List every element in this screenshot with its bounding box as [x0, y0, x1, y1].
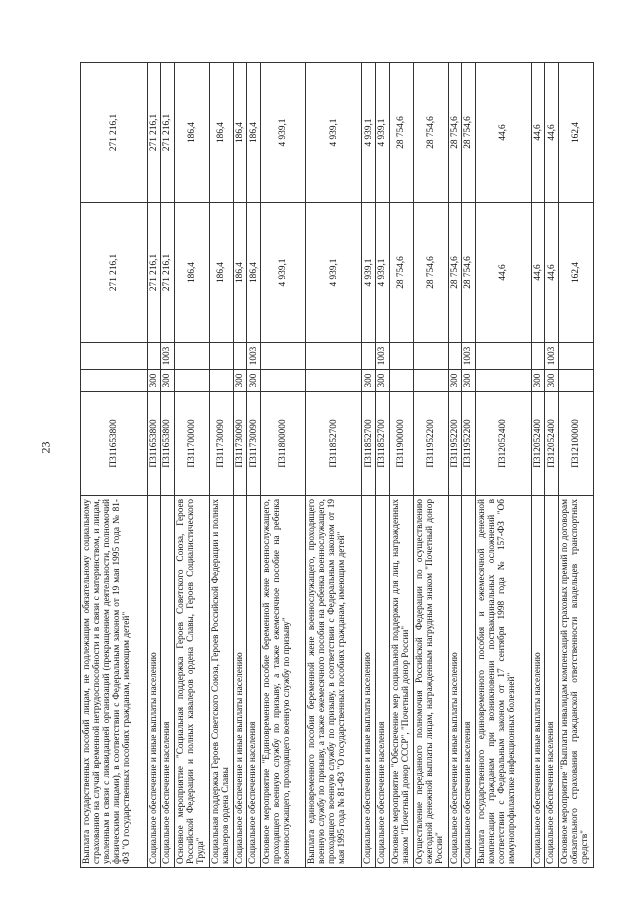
row-csr-cell: П311653800 — [81, 392, 148, 496]
row-sum1-cell: 44,6 — [545, 203, 559, 343]
table-row — [558, 63, 593, 868]
row-sum1-cell: 4 939,1 — [362, 203, 376, 343]
row-rz-cell: 1003 — [161, 343, 175, 370]
row-rz-cell: 1003 — [545, 343, 559, 370]
row-vr-cell — [413, 370, 448, 392]
row-rz-cell: 1003 — [247, 343, 261, 370]
row-sum2-cell: 4 939,1 — [375, 63, 389, 203]
row-sum1-cell: 28 754,6 — [448, 203, 462, 343]
row-sum1-cell: 271 216,1 — [147, 203, 161, 343]
row-sum1-cell: 4 939,1 — [260, 203, 305, 343]
page-number: 23 — [38, 441, 53, 454]
row-sum1-cell: 4 939,1 — [375, 203, 389, 343]
table-row — [462, 63, 476, 868]
row-name-cell: Осуществление переданного полномочия Российской Федерации по осуществлению ежегодной денежной выплаты лицам, награжденным нагрудным знаком "Почетный донор России" — [413, 496, 448, 868]
row-rz-cell — [362, 343, 376, 370]
table-row — [375, 63, 389, 868]
row-vr-cell: 300 — [545, 370, 559, 392]
table-row — [174, 63, 209, 868]
row-vr-cell — [306, 370, 362, 392]
row-vr-cell: 300 — [362, 370, 376, 392]
row-csr-cell: П311700000 — [174, 392, 209, 496]
row-rz-cell: 1003 — [462, 343, 476, 370]
row-rz-cell — [233, 343, 247, 370]
row-csr-cell: П312052400 — [531, 392, 545, 496]
row-csr-cell: П311952200 — [462, 392, 476, 496]
row-rz-cell — [389, 343, 413, 370]
row-vr-cell: 300 — [233, 370, 247, 392]
row-sum1-cell: 44,6 — [531, 203, 545, 343]
table-row — [531, 63, 545, 868]
row-sum1-cell: 4 939,1 — [306, 203, 362, 343]
table-row — [161, 63, 175, 868]
row-vr-cell — [174, 370, 209, 392]
table-row — [545, 63, 559, 868]
row-sum1-cell: 28 754,6 — [389, 203, 413, 343]
table-row — [475, 63, 531, 868]
row-csr-cell: П311730090 — [209, 392, 233, 496]
row-rz-cell — [174, 343, 209, 370]
row-sum1-cell: 186,4 — [174, 203, 209, 343]
table-row — [413, 63, 448, 868]
row-sum1-cell: 186,4 — [247, 203, 261, 343]
row-sum1-cell: 271 216,1 — [81, 203, 148, 343]
row-rz-cell — [475, 343, 531, 370]
rotated-page — [80, 63, 590, 868]
row-vr-cell: 300 — [531, 370, 545, 392]
row-vr-cell: 300 — [448, 370, 462, 392]
row-sum2-cell: 186,4 — [209, 63, 233, 203]
row-name-cell: Основное мероприятие "Единовременное пособие беременной жене военнослужащего, проходящего военную службу по призыву, а также ежемесячное пособие на ребенка военнослужащего, проходящего военную службу по призыву" — [260, 496, 305, 868]
row-name-cell: Основное мероприятие "Социальная поддержка Героев Советского Союза, Героев Российской Федерации и полных кавалеров ордена Славы, Героев Социалистического Труда" — [174, 496, 209, 868]
row-vr-cell: 300 — [247, 370, 261, 392]
row-vr-cell — [475, 370, 531, 392]
row-csr-cell: П311852700 — [306, 392, 362, 496]
row-vr-cell — [81, 370, 148, 392]
row-vr-cell: 300 — [375, 370, 389, 392]
table-row — [389, 63, 413, 868]
row-rz-cell — [260, 343, 305, 370]
row-sum2-cell: 4 939,1 — [362, 63, 376, 203]
table-body — [81, 63, 594, 868]
table-row — [81, 63, 148, 868]
row-rz-cell — [558, 343, 593, 370]
row-csr-cell: П311952200 — [448, 392, 462, 496]
budget-table — [80, 62, 594, 868]
table-row — [233, 63, 247, 868]
row-sum1-cell: 28 754,6 — [413, 203, 448, 343]
row-rz-cell — [81, 343, 148, 370]
row-sum2-cell: 28 754,6 — [448, 63, 462, 203]
row-name-cell: Основное мероприятие "Выплаты инвалидам компенсаций страховых премий по договорам обязательного страхования гражданской ответственности владельцев транспортных средств" — [558, 496, 593, 868]
row-rz-cell — [448, 343, 462, 370]
row-sum1-cell: 44,6 — [475, 203, 531, 343]
row-csr-cell: П311952200 — [413, 392, 448, 496]
row-name-cell: Социальное обеспечение и иные выплаты населению — [147, 496, 161, 868]
row-name-cell: Выплата государственного единовременного пособия и ежемесячной денежной компенсации гражданам при возникновении поствакцинальных осложнений в соответствии с Федеральным законом от 17 сентября 1998 года № 157-ФЗ "Об иммунопрофилактике инфекционных болезней" — [475, 496, 531, 868]
table-row — [260, 63, 305, 868]
row-rz-cell — [209, 343, 233, 370]
row-sum2-cell: 271 216,1 — [161, 63, 175, 203]
row-csr-cell: П311900000 — [389, 392, 413, 496]
row-vr-cell — [389, 370, 413, 392]
row-name-cell: Социальное обеспечение и иные выплаты населению — [448, 496, 462, 868]
row-rz-cell: 1003 — [375, 343, 389, 370]
row-rz-cell — [147, 343, 161, 370]
row-name-cell: Выплата единовременного пособия беременной жене военнослужащего, проходящего военную службу по призыву, а также ежемесячного пособия на ребенка военнослужащего, проходящего военную службу по призыву, в соответствии с Федеральным законом от 19 мая 1995 года № 81-ФЗ "О государственных пособиях гражданам, имеющим детей" — [306, 496, 362, 868]
row-vr-cell: 300 — [147, 370, 161, 392]
row-sum2-cell: 162,4 — [558, 63, 593, 203]
row-sum1-cell: 186,4 — [209, 203, 233, 343]
table-row — [247, 63, 261, 868]
row-sum2-cell: 28 754,6 — [389, 63, 413, 203]
row-name-cell: Социальное обеспечение и иные выплаты населению — [531, 496, 545, 868]
row-name-cell: Социальное обеспечение и иные выплаты населению — [233, 496, 247, 868]
row-csr-cell: П311730090 — [247, 392, 261, 496]
row-csr-cell: П311730090 — [233, 392, 247, 496]
row-sum2-cell: 4 939,1 — [306, 63, 362, 203]
row-sum2-cell: 44,6 — [475, 63, 531, 203]
row-vr-cell — [260, 370, 305, 392]
row-name-cell: Социальное обеспечение и иные выплаты населению — [362, 496, 376, 868]
row-csr-cell: П312100000 — [558, 392, 593, 496]
row-name-cell: Социальное обеспечение населения — [247, 496, 261, 868]
row-csr-cell: П311653800 — [161, 392, 175, 496]
row-rz-cell — [531, 343, 545, 370]
row-vr-cell — [209, 370, 233, 392]
row-vr-cell — [558, 370, 593, 392]
row-sum2-cell: 186,4 — [247, 63, 261, 203]
row-csr-cell: П311852700 — [362, 392, 376, 496]
row-sum2-cell: 44,6 — [531, 63, 545, 203]
row-name-cell: Выплата государственных пособий лицам, не подлежащим обязательному социальному страхованию на случай временной нетрудоспособности и в связи с материнством, и лицам, уволенным в связи с ликвидацией организаций (прекращением деятельности, полномочий физическими лицами), в соответствии с Федеральным законом от 19 мая 1995 года № 81-ФЗ "О государственных пособиях гражданам, имеющим детей" — [81, 496, 148, 868]
row-rz-cell — [413, 343, 448, 370]
row-sum1-cell: 162,4 — [558, 203, 593, 343]
table-row — [448, 63, 462, 868]
row-sum2-cell: 44,6 — [545, 63, 559, 203]
row-sum2-cell: 186,4 — [174, 63, 209, 203]
row-name-cell: Социальное обеспечение населения — [545, 496, 559, 868]
row-sum2-cell: 4 939,1 — [260, 63, 305, 203]
row-csr-cell: П312052400 — [545, 392, 559, 496]
row-vr-cell: 300 — [161, 370, 175, 392]
row-name-cell: Социальная поддержка Героев Советского Союза, Героев Российской Федерации и полных кавалеров ордена Славы — [209, 496, 233, 868]
row-sum2-cell: 271 216,1 — [147, 63, 161, 203]
table-row — [147, 63, 161, 868]
row-sum2-cell: 28 754,6 — [462, 63, 476, 203]
table-row — [362, 63, 376, 868]
row-rz-cell — [306, 343, 362, 370]
row-csr-cell: П311852700 — [375, 392, 389, 496]
row-csr-cell: П311653800 — [147, 392, 161, 496]
row-sum2-cell: 186,4 — [233, 63, 247, 203]
row-sum1-cell: 271 216,1 — [161, 203, 175, 343]
row-sum1-cell: 28 754,6 — [462, 203, 476, 343]
row-sum2-cell: 271 216,1 — [81, 63, 148, 203]
row-name-cell: Социальное обеспечение населения — [375, 496, 389, 868]
row-csr-cell: П311800000 — [260, 392, 305, 496]
row-name-cell: Социальное обеспечение населения — [462, 496, 476, 868]
row-vr-cell: 300 — [462, 370, 476, 392]
row-sum1-cell: 186,4 — [233, 203, 247, 343]
row-sum2-cell: 28 754,6 — [413, 63, 448, 203]
row-name-cell: Социальное обеспечение населения — [161, 496, 175, 868]
row-name-cell: Основное мероприятие "Обеспечение мер социальной поддержки для лиц, награжденных знаком "Почетный донор СССР", "Почетный донор России" — [389, 496, 413, 868]
table-row — [209, 63, 233, 868]
table-row — [306, 63, 362, 868]
row-csr-cell: П312052400 — [475, 392, 531, 496]
